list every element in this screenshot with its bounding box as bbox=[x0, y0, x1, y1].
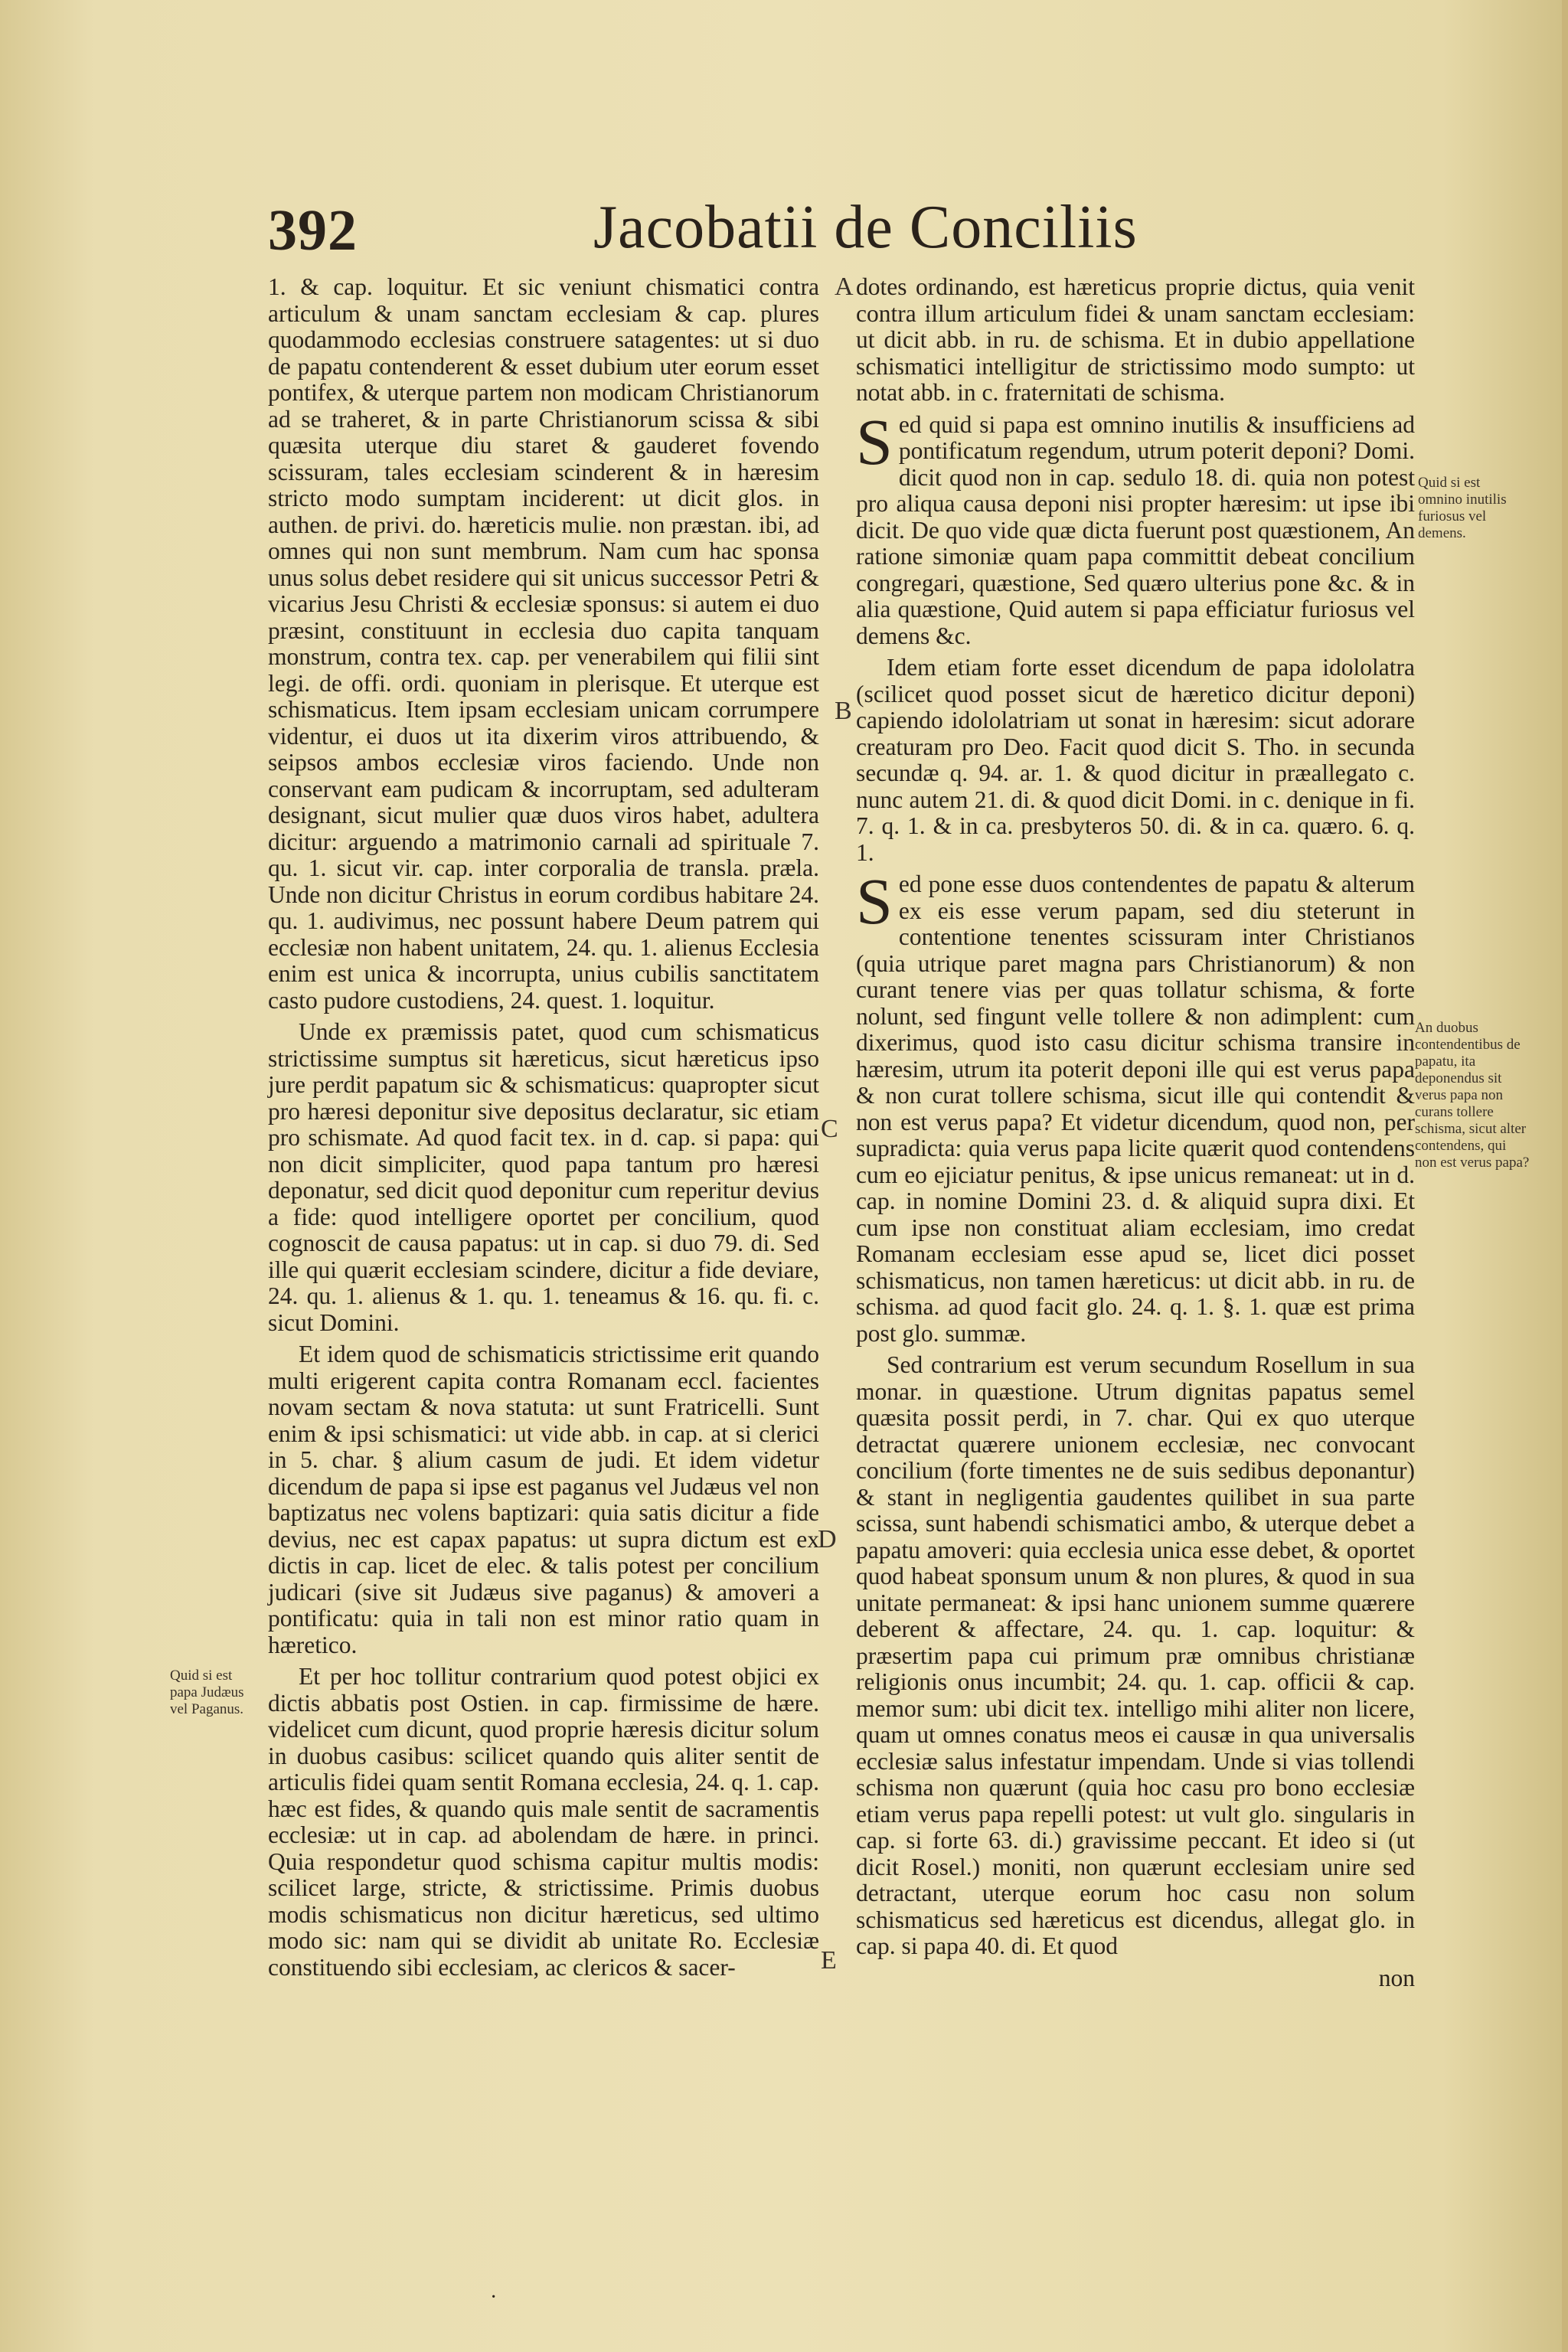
section-letter-e: E bbox=[821, 1946, 837, 1975]
section-letter-c: C bbox=[821, 1115, 838, 1143]
margin-note-right-2: An duobus contendentibus de papatu, ita deponendus sit verus papa non curans tollere schisma, sicut alter contendens, qui non est verus papa? bbox=[1415, 1020, 1530, 1171]
right-column bbox=[856, 274, 1415, 1997]
catchword: non bbox=[1378, 1964, 1415, 1991]
right-paragraph-4: Sed pone esse duos contendentes de papatu & alterum ex eis esse verum papam, sed diu steterunt in contentione tenentes scissuram inter Christianos (quia utrique paret magna pars Christianorum) & non curant tenere vias per quas tollatur schisma, & forte nolunt, sed fingunt velle tollere & non adimplent: cum dixerimus, quod isto casu dicitur schisma transire in hæresim, utrum ita poterit deponi ille qui est verus papa & non curat tollere schisma, sicut ille qui contendit & non est verus papa? Et videtur dicendum, quod non, per supradicta: quia verus papa licite quærit quod contendens cum eo ejiciatur penitus, & ipse unicus remaneat: ut in d. cap. in nomine Domini 23. d. & aliquid supra dixi. Et cum ipse non constituat aliam ecclesiam, imo credat Romanam ecclesiam esse apud se, licet dici posset schismaticus, non tamen hæreticus: ut dicit abb. in ru. de schisma. ad quod facit glo. 24. q. 1. §. 1. quæ est prima post glo. summæ. bbox=[856, 864, 1415, 1347]
page-number: 392 bbox=[268, 198, 358, 263]
right-paragraph-3: Idem etiam forte esset dicendum de papa idololatra (scilicet quod posset sicut de hæretico dicitur deponi) capiendo idololatriam ut sonat in hæresim: sicut adorare creaturam pro Deo. Facit quod dicit S. Tho. in secunda secundæ q. 94. ar. 1. & quod dicitur in præallegato c. nunc autem 21. di. & quod dicit Domi. in c. denique in fi. 7. q. 1. & in ca. presbyteros 50. di. & in ca. quæro. 6. q. 1. bbox=[856, 654, 1415, 866]
margin-note-left: Quid si est papa Judæus vel Paganus. bbox=[170, 1668, 244, 1717]
right-paragraph-1: dotes ordinando, est hæreticus proprie dictus, quia venit contra illum articulum fidei & unam sanctam ecclesiam: ut dicit abb. in ru. de schisma. Et in dubio appellatione schismatici intelligitur de strictissimo modo sumpto: ut notat abb. in c. fraternitati de schisma. bbox=[856, 273, 1415, 406]
left-paragraph-4: Et per hoc tollitur contrarium quod potest objici ex dictis abbatis post Ostien. in cap. firmissime de hære. videlicet cum dicunt, quod proprie hæresis dicitur solum in duobus casibus: scilicet quando quis aliter sentit de articulis fidei quam sentit Romana ecclesia, 24. q. 1. cap. hæc est fides, & quando quis male sentit de sacramentis ecclesiæ: ut in cap. ad abolendam de hære. in princi. Quia respondetur quod schisma capitur multis modis: scilicet large, stricte, & strictissime. Primis duobus modis schismaticus non dicitur hæreticus, sed ultimo modo sic: nam qui se dividit ab unitate Ro. Ecclesiæ constituendo sibi ecclesiam, ac clericos & sacer- bbox=[268, 1663, 819, 1981]
right-paragraph-5: Sed contrarium est verum secundum Rosellum in sua monar. in quæstione. Utrum dignitas papatus semel quæsita possit perdi, in 7. char. Qui ex quo uterque detractat quærere unionem ecclesiæ, nec convocant concilium (forte timentes ne de suis sedibus deponantur) & stant in negligentia gaudentes quilibet in sua parte scissa, sunt habendi schismatici ambo, & uterque debet a papatu amoveri: quia ecclesia unica esse debet, & oportet quod habeat sponsum unum & non plures, & quod in sua unitate permaneat: & ipsi hanc unionem summe quærere deberent & affectare, 24. qu. 1. cap. loquitur: & præsertim papa cui primum præ omnibus christianæ religionis onus incumbit; 24. qu. 1. cap. officii & cap. memor sum: ubi dicit tex. intelligo mihi aliter non licere, quam ut omnes conatus meos ei causæ in qua universalis ecclesiæ salus infestatur impendam. Unde si vias tollendi schisma non quærunt (quia hoc casu pro bono ecclesiæ etiam verus papa repelli potest: ut vult glo. singularis in cap. si forte 63. di.) gravissime peccant. Et ideo si (ut dicit Rosel.) moniti, non quærunt ecclesiam unire sed detractant, uterque eorum hoc casu non solum schismaticus sed hæreticus est dicendus, allegat glo. in cap. si papa 40. di. Et quod bbox=[856, 1351, 1415, 1959]
left-paragraph-1: 1. & cap. loquitur. Et sic veniunt chismatici contra articulum & unam sanctam ecclesiam & cap. plures quodammodo ecclesias construere satagentes: ut si duo de papatu contenderent & esset dubium uter eorum esset pontifex, & uterque partem non modicam Christianorum ad se traheret, & in parte Christianorum scissa & sibi quæsita uterque diu staret & gauderet fovendo scissuram, tales ecclesiam scinderent & in hæresim stricto modo sumptam inciderent: ut dicit glos. in authen. de privi. do. hæreticis mulie. non præstan. ibi, ad omnes qui non sunt membrum. Nam cum hac sponsa unus solus debet residere qui sit unicus successor Petri & vicarius Jesu Christi & ecclesiæ sponsus: si autem ei duo præsint, constituunt in ecclesia duo capita tanquam monstrum, contra tex. cap. per venerabilem qui filii sint legi. de offi. ordi. quoniam in plerisque. Et uterque est schismaticus. Item ipsam ecclesiam unicam corrumpere videntur, ei duos ut ita dixerim viros attribuendo, & seipsos ambos ecclesiæ viros faciendo. Unde non conservant eam pudicam & incorruptam, sed adulteram designant, sicut mulier quæ duos viros habet, adultera dicitur: arguendo a matrimonio carnali ad spirituale 7. qu. 1. sicut vir. cap. inter corporalia de transla. præla. Unde non dicitur Christus in eorum cordibus habitare 24. qu. 1. audivimus, nec possunt habere Deum patrem qui ecclesiæ non habent unitatem, 24. qu. 1. alienus Ecclesia enim est unica & incorrupta, unius cubilis sanctitatem casto pudore custodiens, 24. quest. 1. loquitur. bbox=[268, 273, 820, 1014]
section-letter-d: D bbox=[818, 1525, 837, 1553]
running-title: Jacobatii de Conciliis bbox=[593, 194, 1138, 261]
margin-note-right-1: Quid si est omnino inutilis furiosus vel demens. bbox=[1418, 475, 1507, 541]
left-paragraph-3: Et idem quod de schismaticis strictissime erit quando multi erigerent capita contra Romanam eccl. facientes novam sectam & nova statuta: ut sunt Fratricelli. Sunt enim & ipsi schismatici: ut vide abb. in cap. at si clerici in 5. char. § alium casum de judi. Et idem videtur dicendum de papa si ipse est paganus vel Judæus vel non baptizatus nec volens baptizari: quia satis dicitur a fide devius, nec est capax papatus: ut supra dictum est ex dictis in cap. licet de elec. & talis potest per concilium judicari (sive sit Judæus sive paganus) & amoveri a pontificatu: quia in tali non est minor ratio quam in hæretico. bbox=[268, 1341, 819, 1658]
page-edge bbox=[1562, 0, 1568, 2352]
section-letter-a: A bbox=[835, 273, 854, 301]
right-paragraph-2: Sed quid si papa est omnino inutilis & insufficiens ad pontificatum regendum, utrum poterit deponi? Domi. dicit quod non in cap. sedulo 18. di. quia non potest pro aliqua causa deponi nisi propter hæresim: ut ipse ibi dicit. De quo vide quæ dicta fuerunt post quæstionem, An ratione simoniæ quam papa committit debeat concilium congregari, quæstione, Sed quæro ulterius pone &c. & in alia quæstione, Quid autem si papa efficiatur furiosus vel demens &c. bbox=[856, 404, 1415, 649]
section-letter-b: B bbox=[835, 697, 852, 725]
left-paragraph-2: Unde ex præmissis patet, quod cum schismaticus strictissime sumptus sit hæreticus, sicut hæreticus ipso jure perdit papatum sic & schismaticus: quapropter sicut pro hæresi deponitur sive depositus declaratur, sic etiam pro schismate. Ad quod facit tex. in d. cap. si papa: qui non dicit simpliciter, quod papa tantum pro hæresi deponatur, sed dicit quod deponitur cum reperitur devius a fide: quod intelligere oportet per concilium, quod cognoscit de causa papatus: ut in cap. si duo 79. di. Sed ille qui quærit ecclesiam scindere, dicitur a fide deviare, 24. qu. 1. alienus & 1. qu. 1. teneamus & 16. qu. fi. c. sicut Domini. bbox=[268, 1018, 819, 1336]
ornament-dot: · bbox=[490, 2285, 498, 2309]
left-column bbox=[268, 274, 819, 1986]
